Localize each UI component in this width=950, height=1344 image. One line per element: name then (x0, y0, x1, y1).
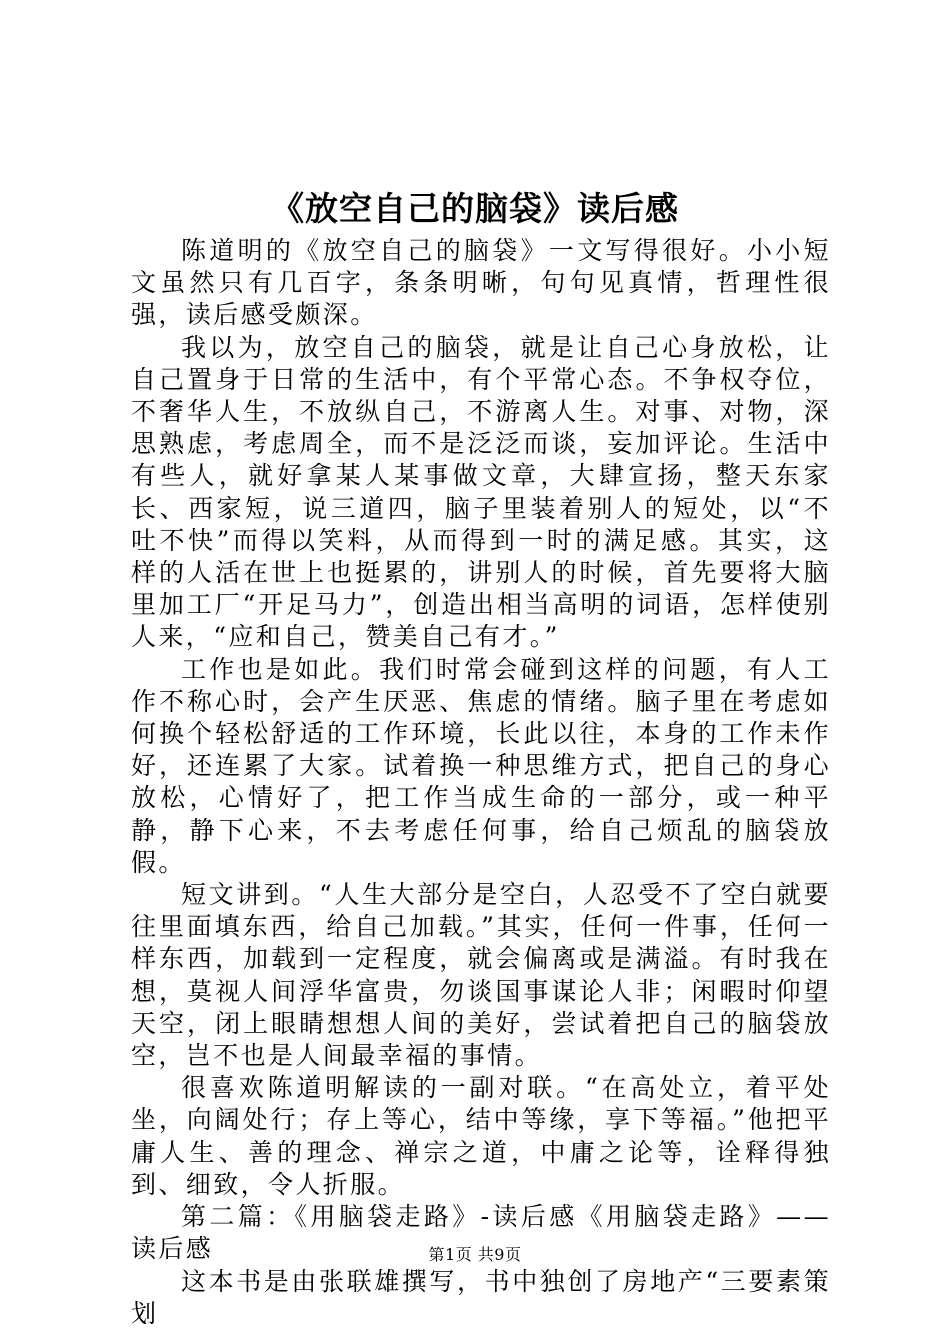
document-title: 《放空自己的脑袋》读后感 (271, 189, 679, 228)
paragraph-3: 工作也是如此。我们时常会碰到这样的问题，有人工作不称心时，会产生厌恶、焦虑的情绪。脑子里在考虑如何换个轻松舒适的工作环境，长此以往，本身的工作未作好，还连累了大家。试着换一种思维方式，把自己的身心放松，心情好了，把工作当成生命的一部分，或一种平静，静下心来，不去考虑任何事，给自己烦乱的脑袋放假。 (131, 654, 831, 877)
page-number-footer: 第1页 共9页 (428, 1245, 522, 1264)
paragraph-2: 我以为，放空自己的脑袋，就是让自己心身放松，让自己置身于日常的生活中，有个平常心态。不争权夺位，不奢华人生，不放纵自己，不游离人生。对事、对物，深思熟虑，考虑周全，而不是泛泛而谈，妄加评论。生活中有些人，就好拿某人某事做文章，大肆宣扬，整天东家长、西家短，说三道四，脑子里装着别人的短处，以“不吐不快”而得以笑料，从而得到一时的满足感。其实，这样的人活在世上也挺累的，讲别人的时候，首先要将大脑里加工厂“开足马力”，创造出相当高明的词语，怎样使别人来，“应和自己，赞美自己有才。” (131, 332, 831, 652)
document-body (131, 235, 831, 1330)
paragraph-7: 这本书是由张联雄撰写，书中独创了房地产“三要素策划 (131, 1266, 831, 1328)
paragraph-5: 很喜欢陈道明解读的一副对联。“在高处立，着平处坐，向阔处行；存上等心，结中等缘，享下等福。”他把平庸人生、善的理念、禅宗之道，中庸之论等，诠释得独到、细致，令人折服。 (131, 1073, 831, 1199)
section-heading-part-two: 第二篇：《用脑袋走路》-读后感《用脑袋走路》——读后感 (131, 1202, 831, 1264)
paragraph-4: 短文讲到。“人生大部分是空白，人忍受不了空白就要往里面填东西，给自己加载。”其实，任何一件事，任何一样东西，加载到一定程度，就会偏离或是满溢。有时我在想，莫视人间浮华富贵，勿谈国事谋论人非；闲暇时仰望天空，闭上眼睛想想人间的美好，尝试着把自己的脑袋放空，岂不也是人间最幸福的事情。 (131, 880, 831, 1071)
paragraph-1: 陈道明的《放空自己的脑袋》一文写得很好。小小短文虽然只有几百字，条条明晰，句句见真情，哲理性很强，读后感受颇深。 (131, 236, 831, 330)
